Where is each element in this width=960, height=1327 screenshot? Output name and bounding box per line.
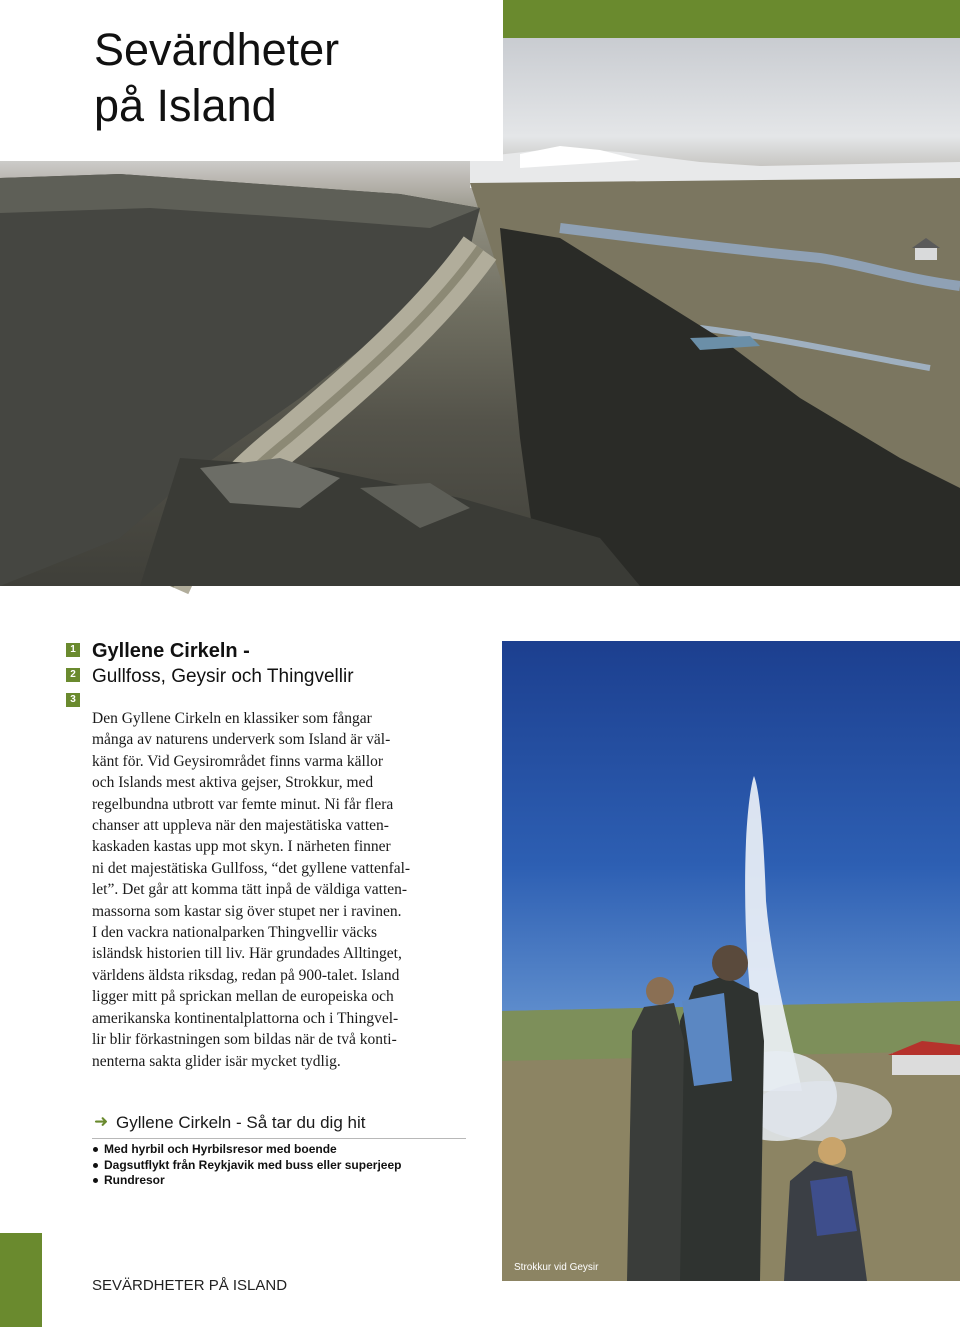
title-line-1: Sevärdheter [94,24,340,75]
body-line: känt för. Vid Geysirområdet finns varma källor [92,752,384,770]
body-line: regelbundna utbrott var femte minut. Ni får flera [92,795,394,813]
section-subheading: Gullfoss, Geysir och Thingvellir [92,666,354,687]
section-heading: Gyllene Cirkeln - [92,640,250,662]
title-box [0,0,503,161]
list-item: Med hyrbil och Hyrbilsresor med boende [92,1142,401,1158]
list-item: Dagsutflykt från Reykjavik med buss eller superjeep [92,1158,401,1174]
body-line: och Islands mest aktiva gejser, Strokkur, med [92,774,374,792]
travel-options-list [92,1142,401,1189]
body-line: kaskaden kastas upp mot skyn. I närheten finner [92,838,391,856]
body-line: lir blir förkastningen som bildas när de två konti- [92,1031,397,1049]
number-marker-2: 2 [66,668,80,682]
body-line: världens äldsta riksdag, redan på 900-talet. Island [92,966,400,984]
list-item: Rundresor [92,1173,401,1189]
number-marker-1: 1 [66,643,80,657]
body-line: massorna som kastar sig över stupet ner i ravinen. [92,902,402,920]
strokkur-caption: Strokkur vid Geysir [514,1262,599,1273]
body-line: ni det majestätiska Gullfoss, “det gyllene vattenfal- [92,859,411,877]
page-title [94,22,339,134]
body-line: Den Gyllene Cirkeln en klassiker som fångar [92,710,372,727]
number-marker-3: 3 [66,693,80,707]
footer-green-bar [0,1233,42,1327]
body-line: chanser att uppleva när den majestätiska vatten- [92,817,389,835]
body-line: let”. Det går att komma tätt inpå de väldiga vatten- [92,881,408,899]
travel-link-row[interactable] [92,1112,466,1139]
title-line-2: på Island [94,80,277,131]
body-paragraph [92,708,464,1072]
strokkur-photo [502,641,960,1281]
body-line: isländsk historien till liv. Här grundades Alltinget, [92,945,402,963]
body-line: ligger mitt på sprickan mellan de europeiska och [92,988,394,1006]
footer-label: SEVÄRDHETER PÅ ISLAND [92,1277,288,1294]
arrow-right-icon: ➜ [94,1112,109,1132]
body-line: många av naturens underverk som Island är väl- [92,731,391,749]
travel-link-label[interactable]: Gyllene Cirkeln - Så tar du dig hit [116,1113,366,1132]
body-line: amerikanska kontinentalplattorna och i Thingvel- [92,1009,399,1027]
geyser-scene-illustration [502,641,960,1281]
body-line: I den vackra nationalparken Thingvellir väcks [92,924,378,942]
body-line: nenterna sakta glider isär mycket tydlig. [92,1052,341,1070]
thingvellir-caption: Thingvellir [10,606,61,618]
